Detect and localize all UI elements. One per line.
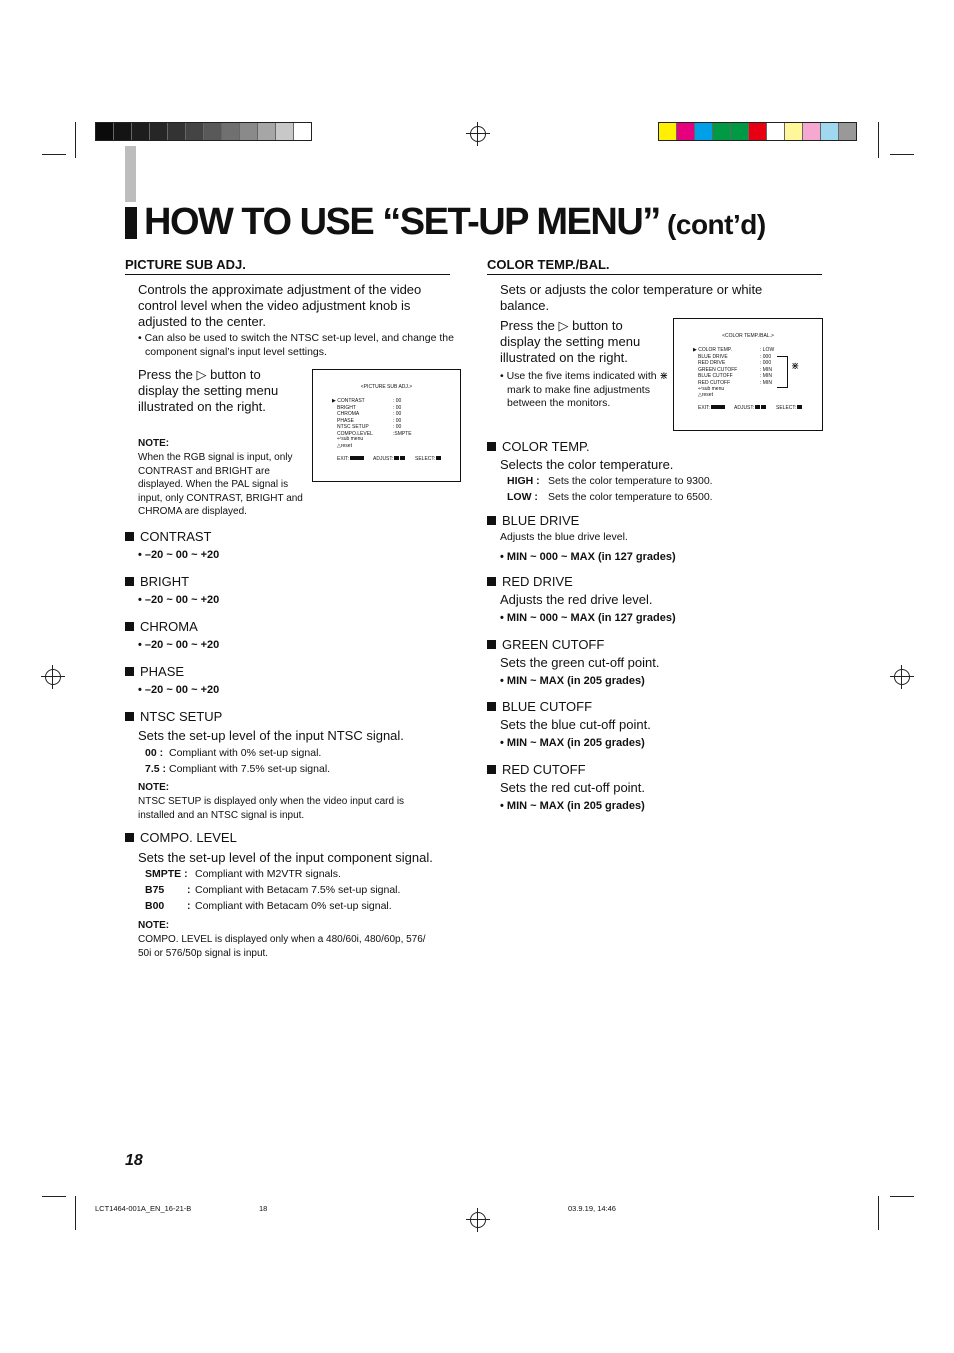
color-swatch <box>659 123 677 140</box>
color-item-heading: BLUE DRIVE <box>487 513 579 529</box>
osd-row-label: BLUE CUTOFF <box>698 373 733 379</box>
color-item-heading: BLUE CUTOFF <box>487 699 592 715</box>
picture-sub-adj-heading: PICTURE SUB ADJ. <box>125 257 450 275</box>
registration-mark <box>470 126 486 142</box>
compo-level-heading: COMPO. LEVEL <box>125 830 237 846</box>
color-bullet: • Use the five items indicated with ⋇ mark to make fine adjustments between the monitors. <box>500 370 669 409</box>
picture-item-range: • –20 ~ 00 ~ +20 <box>138 594 220 606</box>
color-item-range: • MIN ~ MAX (in 205 grades) <box>500 737 645 749</box>
osd-select: SELECT: <box>776 405 802 411</box>
page-title <box>144 201 766 244</box>
osd-row-label: BLUE DRIVE <box>698 353 728 360</box>
crop-mark <box>42 1196 66 1197</box>
osd-adjust: ADJUST: <box>734 405 766 411</box>
footer-date: 03.9.19, 14:46 <box>568 1204 616 1213</box>
color-swatch <box>821 123 839 140</box>
color-item-desc: Adjusts the red drive level. <box>500 592 653 607</box>
color-item-desc: Sets the green cut-off point. <box>500 655 660 670</box>
ntsc-desc: Sets the set-up level of the input NTSC signal. <box>138 728 404 743</box>
registration-mark <box>894 669 910 685</box>
title-bar <box>125 207 137 239</box>
color-swatch <box>276 123 294 140</box>
color-temp-desc: Selects the color temperature. <box>500 457 674 472</box>
osd-row-label: RED CUTOFF <box>698 379 731 386</box>
osd-row-value: : MIN <box>760 379 772 386</box>
color-temp-high: HIGH : Sets the color temperature to 9300. <box>507 475 713 487</box>
page-number: 18 <box>125 1152 143 1169</box>
osd-row-value: : LOW <box>760 347 775 353</box>
color-swatch-strip <box>658 122 857 141</box>
osd-caption: <COLOR TEMP./BAL.> <box>722 333 774 339</box>
color-swatch <box>150 123 168 140</box>
asterisk-mark-icon: ⋇ <box>791 361 800 372</box>
color-item-range: • MIN ~ MAX (in 205 grades) <box>500 800 645 812</box>
ntsc-note-label: NOTE: <box>138 782 170 793</box>
registration-mark <box>45 669 61 685</box>
osd-reset: △reset <box>337 443 352 449</box>
color-swatch <box>96 123 114 140</box>
osd-row-label: RED DRIVE <box>698 360 726 366</box>
compo-note-text: COMPO. LEVEL is displayed only when a 480/60i, 480/60p, 576/ 50i or 576/50p signal is input. <box>138 934 426 959</box>
osd-row-value: : 00 <box>393 417 402 424</box>
picture-item-heading: CHROMA <box>125 619 198 635</box>
compo-opt-smpte: SMPTE : Compliant with M2VTR signals. <box>145 868 341 880</box>
osd-row-value: : 00 <box>393 398 402 404</box>
ntsc-setup-heading: NTSC SETUP <box>125 709 222 725</box>
color-swatch <box>767 123 785 140</box>
section-tab <box>125 146 136 202</box>
osd-select: SELECT: <box>415 456 441 462</box>
color-swatch <box>785 123 803 140</box>
osd-row-value: : 00 <box>393 424 402 430</box>
ntsc-opt-75: 7.5 : Compliant with 7.5% set-up signal. <box>145 763 331 775</box>
color-swatch <box>240 123 258 140</box>
crop-mark <box>878 1196 879 1230</box>
osd-exit: EXIT: <box>698 405 725 411</box>
color-temp-bal-heading: COLOR TEMP./BAL. <box>487 257 822 275</box>
crop-mark <box>890 1196 914 1197</box>
title-suffix: (cont’d) <box>659 209 766 240</box>
crop-mark <box>42 154 66 155</box>
color-swatch <box>204 123 222 140</box>
color-swatch <box>294 123 311 140</box>
picture-press: Press the ▷ button to display the setting menu illustrated on the right. <box>138 367 279 414</box>
osd-bracket <box>777 356 788 388</box>
color-swatch <box>839 123 856 140</box>
crop-mark <box>878 122 879 158</box>
osd-submenu: ↵sub menu <box>698 386 725 392</box>
compo-note-label: NOTE: <box>138 920 170 931</box>
osd-row-label: CHROMA <box>337 411 360 417</box>
osd-reset: △reset <box>698 392 713 398</box>
crop-mark <box>75 1196 76 1230</box>
color-swatch <box>803 123 821 140</box>
picture-bullet: • Can also be used to switch the NTSC set-up level, and change the component signal’s input level settings. <box>138 332 454 358</box>
osd-row-value: : 00 <box>393 404 402 411</box>
color-press: Press the ▷ button to display the setting menu illustrated on the right. <box>500 318 641 365</box>
color-swatch <box>749 123 767 140</box>
color-temp-heading: COLOR TEMP. <box>487 439 590 455</box>
osd-row-label: ▶ COLOR TEMP. <box>693 347 732 353</box>
osd-row-value: : MIN <box>760 373 772 379</box>
color-intro: Sets or adjusts the color temperature or white balance. <box>500 282 763 313</box>
color-item-heading: RED DRIVE <box>487 574 573 590</box>
osd-row-label: COMPO.LEVEL <box>337 430 373 437</box>
picture-item-heading: PHASE <box>125 664 184 680</box>
color-item-desc: Sets the red cut-off point. <box>500 780 646 795</box>
picture-item-range: • –20 ~ 00 ~ +20 <box>138 549 220 561</box>
color-swatch <box>114 123 132 140</box>
picture-note-label: NOTE: <box>138 438 170 449</box>
ntsc-note-text: NTSC SETUP is displayed only when the video input card is installed and an NTSC signal is input. <box>138 796 405 821</box>
osd-exit: EXIT: <box>337 456 364 462</box>
crop-mark <box>75 122 76 158</box>
compo-opt-b00: B00 : Compliant with Betacam 0% set-up signal. <box>145 900 392 912</box>
compo-desc: Sets the set-up level of the input component signal. <box>138 850 433 865</box>
color-item-heading: GREEN CUTOFF <box>487 637 604 653</box>
color-item-range: • MIN ~ 000 ~ MAX (in 127 grades) <box>500 551 676 563</box>
compo-opt-b75: B75 : Compliant with Betacam 7.5% set-up signal. <box>145 884 401 896</box>
color-swatch <box>677 123 695 140</box>
color-swatch <box>168 123 186 140</box>
color-temp-bal-osd <box>673 318 823 431</box>
color-item-range: • MIN ~ 000 ~ MAX (in 127 grades) <box>500 612 676 624</box>
osd-row-label: PHASE <box>337 417 354 424</box>
osd-row-label: BRIGHT <box>337 404 356 411</box>
color-swatch <box>222 123 240 140</box>
color-swatch <box>731 123 749 140</box>
osd-row-value: : MIN <box>760 366 772 373</box>
osd-row-label: ▶ CONTRAST <box>332 398 365 404</box>
color-item-desc: Sets the blue cut-off point. <box>500 717 651 732</box>
osd-row-label: GREEN CUTOFF <box>698 366 738 373</box>
color-item-heading: RED CUTOFF <box>487 762 586 778</box>
color-swatch <box>713 123 731 140</box>
picture-intro: Controls the approximate adjustment of the video control level when the video adjustment knob is adjusted to the center. <box>138 282 422 329</box>
title-main: HOW TO USE “SET-UP MENU” <box>144 201 660 243</box>
color-swatch <box>258 123 276 140</box>
picture-sub-adj-osd <box>312 369 461 482</box>
picture-item-range: • –20 ~ 00 ~ +20 <box>138 639 220 651</box>
color-temp-low: LOW : Sets the color temperature to 6500. <box>507 491 713 503</box>
osd-row-value: : 000 <box>760 353 772 360</box>
ntsc-opt-00: 00 : Compliant with 0% set-up signal. <box>145 747 322 759</box>
picture-item-heading: BRIGHT <box>125 574 189 590</box>
color-swatch <box>132 123 150 140</box>
crop-mark <box>890 154 914 155</box>
registration-mark <box>470 1212 486 1228</box>
color-swatch <box>695 123 713 140</box>
osd-submenu: ↵sub menu <box>337 436 364 442</box>
footer-file: LCT1464-001A_EN_16-21-B <box>95 1204 192 1213</box>
picture-item-heading: CONTRAST <box>125 529 212 545</box>
color-item-range: • MIN ~ MAX (in 205 grades) <box>500 675 645 687</box>
osd-caption: <PICTURE SUB ADJ.> <box>360 384 413 390</box>
gray-swatch-strip <box>95 122 312 141</box>
osd-row-label: NTSC SETUP <box>337 424 369 430</box>
footer-page: 18 <box>259 1204 268 1213</box>
osd-adjust: ADJUST: <box>373 456 405 462</box>
osd-row-value: : 000 <box>760 360 772 366</box>
picture-item-range: • –20 ~ 00 ~ +20 <box>138 684 220 696</box>
osd-row-value: : 00 <box>393 411 402 417</box>
osd-row-value: :SMPTE <box>393 430 412 437</box>
picture-note-text: When the RGB signal is input, only CONTRAST and BRIGHT are displayed. When the PAL signal is input, only CONTRAST, BRIGHT and CHROMA are displayed. <box>138 452 303 517</box>
color-swatch <box>186 123 204 140</box>
color-item-desc: Adjusts the blue drive level. <box>500 531 628 543</box>
